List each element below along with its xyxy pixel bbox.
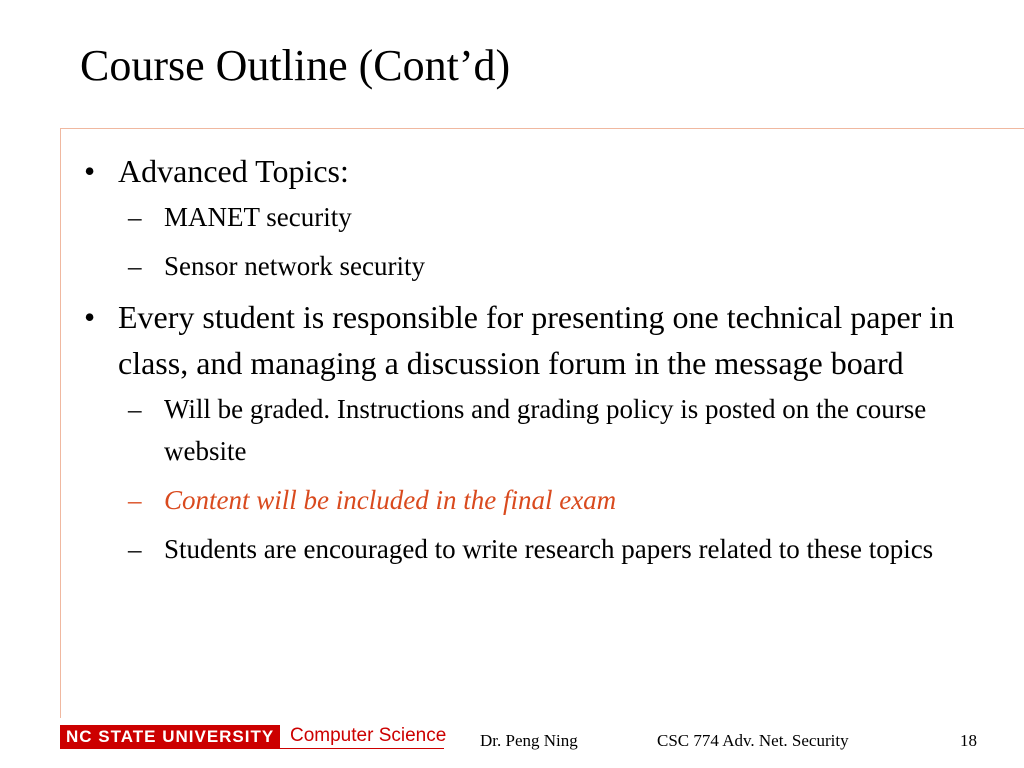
sub-bullet-manet: [80, 196, 1000, 238]
bullet-marker: •: [84, 153, 96, 189]
bullet-marker: •: [84, 299, 96, 335]
sub-bullet-text: Sensor network security: [164, 251, 425, 281]
footer-course: CSC 774 Adv. Net. Security: [657, 731, 849, 750]
bullet-text: Advanced Topics:: [118, 153, 349, 189]
sub-bullet-text: Students are encouraged to write research papers related to these topics: [164, 534, 934, 564]
dash-marker: –: [128, 485, 142, 515]
bullet-advanced-topics: [80, 148, 1000, 194]
footer-underline: [60, 748, 444, 749]
footer-author: Dr. Peng Ning: [480, 731, 578, 750]
sub-bullet-sensor: [80, 245, 1000, 287]
sub-bullet-final-exam: [80, 479, 1000, 521]
slide-content: [80, 148, 1000, 577]
bullet-text: Every student is responsible for presenting one technical paper in class, and managing a discussion forum in the message board: [118, 299, 955, 381]
dash-marker: –: [128, 202, 142, 232]
slide-title: Course Outline (Cont’d): [80, 41, 511, 90]
university-logo-bar: NC STATE UNIVERSITY: [60, 725, 280, 748]
department-label: Computer Science: [290, 725, 447, 746]
sub-bullet-text: Will be graded. Instructions and grading policy is posted on the course website: [164, 394, 927, 466]
page-number: 18: [960, 731, 977, 750]
sub-bullet-research-papers: [80, 528, 1000, 570]
bullet-student-responsibility: [80, 294, 1000, 386]
dash-marker: –: [128, 251, 142, 281]
sub-bullet-text: Content will be included in the final exam: [164, 485, 617, 515]
dash-marker: –: [128, 534, 142, 564]
frame-top-line: [60, 128, 1024, 129]
sub-bullet-text: MANET security: [164, 202, 352, 232]
dash-marker: –: [128, 394, 142, 424]
sub-bullet-graded: [80, 388, 1000, 472]
frame-left-line: [60, 128, 61, 718]
